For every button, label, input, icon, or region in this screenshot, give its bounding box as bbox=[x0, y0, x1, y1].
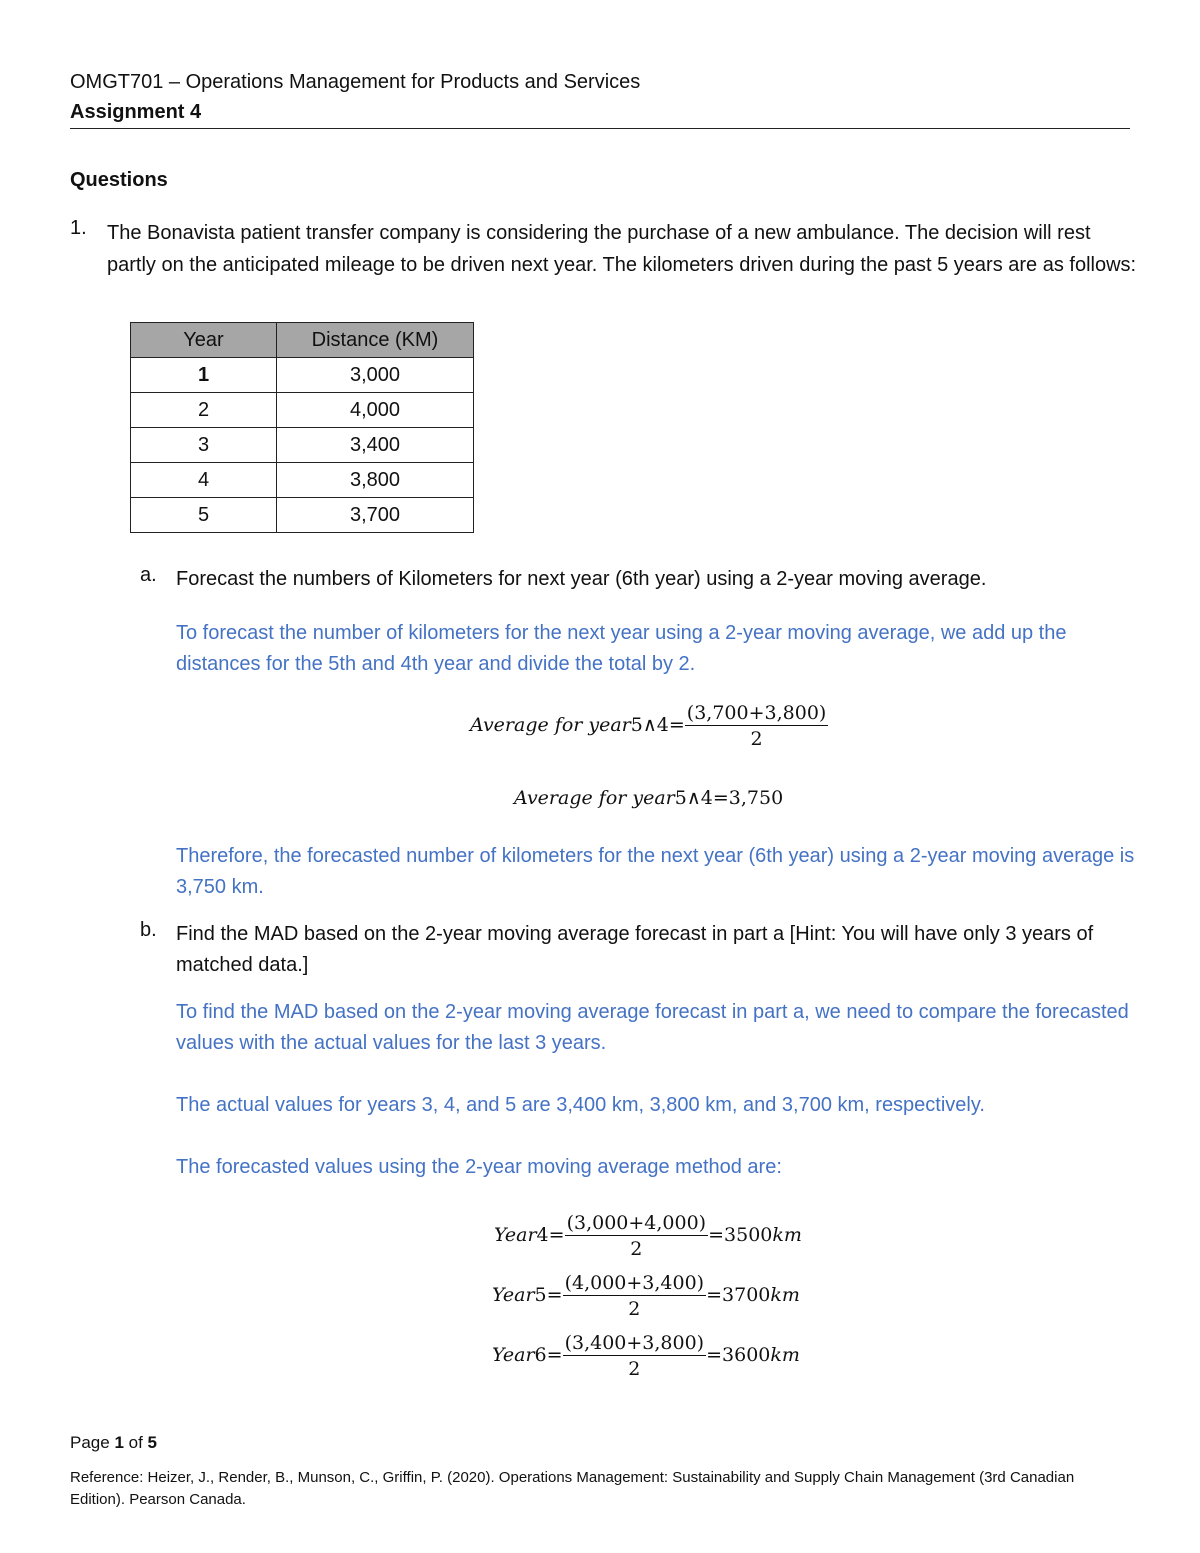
equation-rhs: =3600 bbox=[706, 1344, 771, 1366]
table-cell-distance: 4,000 bbox=[277, 393, 474, 428]
distance-table bbox=[130, 322, 474, 533]
course-title: OMGT701 – Operations Management for Products and Services bbox=[70, 71, 641, 93]
table-cell-distance: 3,800 bbox=[277, 463, 474, 498]
equation-rhs: 5∧4=3,750 bbox=[674, 787, 784, 809]
table-cell-distance: 3,700 bbox=[277, 498, 474, 533]
equation-lhs: Year bbox=[492, 1284, 535, 1306]
equation-lhs-num: 5= bbox=[534, 1284, 563, 1306]
fraction-numerator: (3,400+3,800) bbox=[564, 1332, 705, 1354]
table-row bbox=[131, 393, 474, 428]
question-text: The Bonavista patient transfer company is considering the purchase of a new ambulance. The decision will rest partly on the anticipated mileage to be driven next year. The kilometers driven during the past 5 years are as follows: bbox=[107, 222, 1137, 276]
equation-fraction bbox=[563, 1272, 707, 1320]
equation-fraction bbox=[685, 702, 829, 750]
page-total: 5 bbox=[147, 1433, 157, 1452]
fraction-numerator: (4,000+3,400) bbox=[564, 1272, 705, 1294]
equation-year-4 bbox=[494, 1212, 802, 1260]
equation-mid: 5∧4= bbox=[630, 714, 685, 736]
fraction-denominator: 2 bbox=[628, 1358, 641, 1380]
table-header-row bbox=[131, 323, 474, 358]
table-row bbox=[131, 498, 474, 533]
equation-lhs: Year bbox=[492, 1344, 535, 1366]
fraction-numerator: (3,000+4,000) bbox=[566, 1212, 707, 1234]
page-current: 1 bbox=[114, 1433, 124, 1452]
part-b-question: Find the MAD based on the 2-year moving average forecast in part a [Hint: You will have only 3 years of matched data.] bbox=[176, 923, 1094, 976]
part-b-answer-3: The forecasted values using the 2-year moving average method are: bbox=[176, 1156, 782, 1178]
table-cell-distance: 3,400 bbox=[277, 428, 474, 463]
table-cell-year: 3 bbox=[131, 428, 277, 463]
equation-average-result bbox=[514, 787, 783, 809]
fraction-denominator: 2 bbox=[628, 1298, 641, 1320]
part-a-answer-intro: To forecast the number of kilometers for the next year using a 2-year moving average, we add up the distances for the 5th and 4th year and divide the total by 2. bbox=[176, 622, 1067, 675]
equation-unit: km bbox=[770, 1344, 800, 1366]
table-cell-year: 2 bbox=[131, 393, 277, 428]
table-row bbox=[131, 358, 474, 393]
equation-lhs-num: 6= bbox=[534, 1344, 563, 1366]
table-cell-year: 4 bbox=[131, 463, 277, 498]
equation-rhs: =3500 bbox=[708, 1224, 773, 1246]
page-prefix: Page bbox=[70, 1433, 115, 1452]
equation-unit: km bbox=[772, 1224, 802, 1246]
equation-lhs: Average for year bbox=[514, 787, 675, 809]
equation-fraction bbox=[565, 1212, 709, 1260]
equation-lhs: Average for year bbox=[470, 714, 631, 736]
assignment-title: Assignment 4 bbox=[70, 101, 202, 123]
table-cell-year: 5 bbox=[131, 498, 277, 533]
equation-lhs-num: 4= bbox=[536, 1224, 565, 1246]
part-a-question: Forecast the numbers of Kilometers for next year (6th year) using a 2-year moving average. bbox=[176, 568, 987, 590]
table-cell-distance: 3,000 bbox=[277, 358, 474, 393]
section-title: Questions bbox=[70, 169, 168, 191]
header-divider bbox=[70, 128, 1130, 129]
fraction-denominator: 2 bbox=[750, 728, 763, 750]
equation-year-6 bbox=[492, 1332, 800, 1380]
reference-citation: Reference: Heizer, J., Render, B., Munson, C., Griffin, P. (2020). Operations Management: Sustainability and Supply Chain Management (3rd Canadian Edition). Pearson Canada. bbox=[70, 1469, 1075, 1508]
part-b-label: b. bbox=[140, 919, 157, 941]
table-header-year: Year bbox=[131, 323, 277, 358]
part-b-answer-2: The actual values for years 3, 4, and 5 are 3,400 km, 3,800 km, and 3,700 km, respectively. bbox=[176, 1094, 985, 1116]
table-cell-year: 1 bbox=[131, 358, 277, 393]
table-header-distance: Distance (KM) bbox=[277, 323, 474, 358]
question-number: 1. bbox=[70, 217, 87, 239]
fraction-denominator: 2 bbox=[630, 1238, 643, 1260]
part-b-answer-1: To find the MAD based on the 2-year moving average forecast in part a, we need to compare the forecasted values with the actual values for the last 3 years. bbox=[176, 1001, 1129, 1054]
equation-year-5 bbox=[492, 1272, 800, 1320]
equation-lhs: Year bbox=[494, 1224, 537, 1246]
fraction-numerator: (3,700+3,800) bbox=[686, 702, 827, 724]
table-row bbox=[131, 428, 474, 463]
page-number bbox=[70, 1433, 157, 1453]
page-mid: of bbox=[123, 1433, 148, 1452]
equation-average bbox=[470, 702, 828, 750]
table-row bbox=[131, 463, 474, 498]
equation-rhs: =3700 bbox=[706, 1284, 771, 1306]
part-a-conclusion: Therefore, the forecasted number of kilometers for the next year (6th year) using a 2-year moving average is 3,750 km. bbox=[176, 845, 1135, 898]
equation-fraction bbox=[563, 1332, 707, 1380]
part-a-label: a. bbox=[140, 564, 157, 586]
equation-unit: km bbox=[770, 1284, 800, 1306]
